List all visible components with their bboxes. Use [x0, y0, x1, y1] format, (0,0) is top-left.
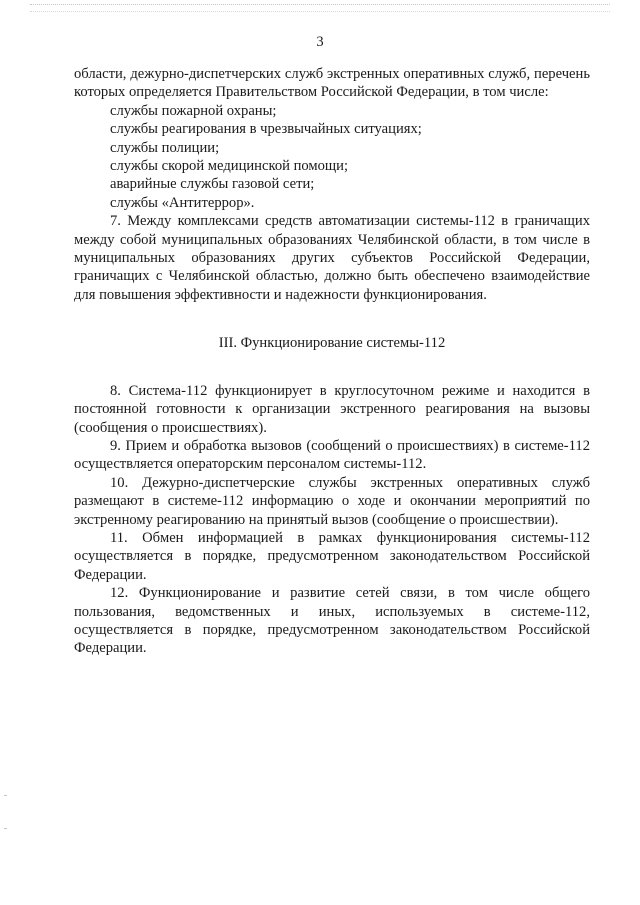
paragraph-11: 11. Обмен информацией в рамках функционирования системы-112 осуществляется в порядке, предусмотренном законодательством Российской Федерации.: [74, 529, 590, 583]
list-item: службы полиции;: [110, 139, 220, 156]
list-item: службы реагирования в чрезвычайных ситуациях;: [110, 121, 422, 138]
page-number: 3: [316, 34, 324, 50]
intro-paragraph: области, дежурно-диспетчерских служб экстренных оперативных служб, перечень которых определяется Правительством Российской Федерации, в том числе:: [74, 66, 590, 101]
scan-artifact-mark: [4, 828, 7, 829]
services-list: [74, 102, 590, 212]
document-body: [74, 65, 590, 658]
list-item: аварийные службы газовой сети;: [110, 176, 315, 193]
section-heading: III. Функционирование системы-112: [218, 335, 446, 352]
paragraph-8: 8. Система-112 функционирует в круглосуточном режиме и находится в постоянной готовности к организации экстренного реагирования на вызовы (сообщения о происшествиях).: [74, 382, 590, 436]
list-item: службы «Антитеррор».: [110, 194, 255, 211]
scan-artifact-top: [30, 4, 610, 12]
paragraph-7: 7. Между комплексами средств автоматизации системы-112 в граничащих между собой муниципальных образованиях Челябинской области, в том числе в муниципальных образованиях других субъектов Российской Федерации, граничащих с Челябинской областью, должно быть обеспечено взаимодействие для повышения эффективности и надежности функционирования.: [74, 213, 590, 303]
paragraph-12: 12. Функционирование и развитие сетей связи, в том числе общего пользования, ведомственных и иных, используемых в системе-112, осуществляется в порядке, предусмотренном законодательством Российской Федерации.: [74, 585, 590, 657]
list-item: службы скорой медицинской помощи;: [110, 158, 349, 175]
paragraph-9: 9. Прием и обработка вызовов (сообщений о происшествиях) в системе-112 осуществляется операторским персоналом системы-112.: [74, 437, 590, 473]
scan-artifact-mark: [4, 795, 7, 796]
paragraph-10: 10. Дежурно-диспетчерские службы экстренных оперативных служб размещают в системе-112 информацию о ходе и окончании мероприятий по экстренному реагированию на принятый вызов (сообщение о происшествии).: [74, 474, 590, 528]
list-item: службы пожарной охраны;: [110, 102, 277, 119]
